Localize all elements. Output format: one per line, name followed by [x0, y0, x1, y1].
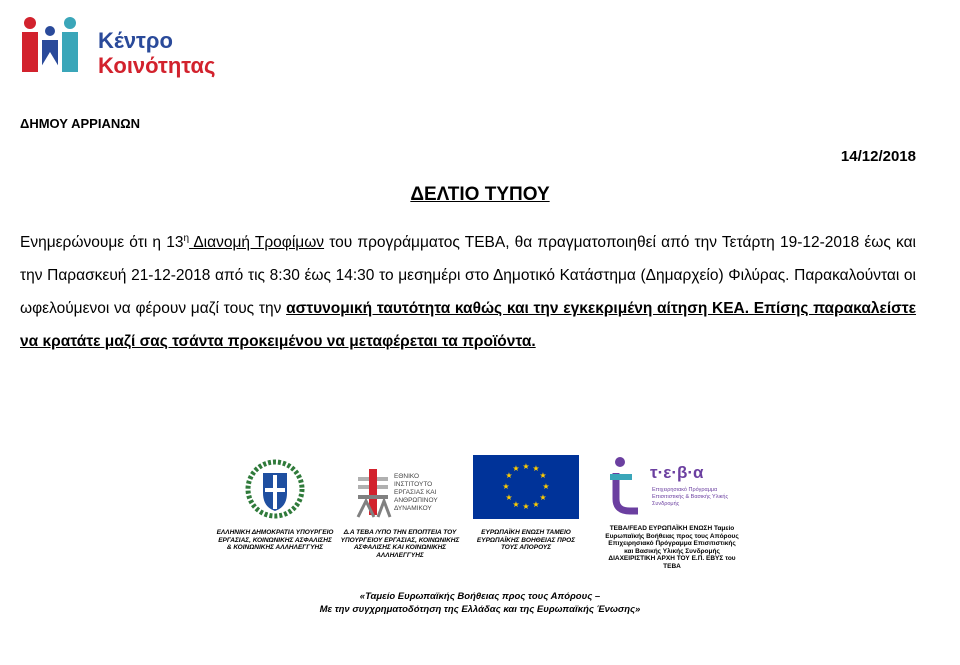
logo-line-2: Κοινότητας: [98, 53, 216, 78]
footer-quote-line-2: Με την συγχρηματοδότηση της Ελλάδας και της Ευρωπαϊκής Ένωσης»: [319, 604, 641, 615]
food-distribution-phrase: Διανομή Τροφίμων: [189, 234, 325, 252]
press-release-body: [20, 222, 916, 358]
svg-text:★: ★: [522, 502, 530, 511]
eiead-logo: [352, 455, 452, 523]
teba-t-icon: [608, 455, 648, 517]
logo-text: [98, 28, 215, 78]
press-release-title: ΔΕΛΤΙΟ ΤΥΠΟΥ: [410, 184, 550, 205]
svg-text:★: ★: [505, 471, 513, 480]
document-date: 14/12/2018: [840, 148, 916, 165]
footer-quote: [0, 590, 960, 616]
teba-caption: ΤΕΒΑ/FEAD ΕΥΡΩΠΑΪΚΗ ΕΝΩΣΗ Ταμείο Ευρωπαϊκής Βοήθειας προς τους Απόρους Επιχειρησιακό Πρόγραμμα Επισιτιστικής και Βασικής Υλικής Συνδρομής ΔΙΑΧΕΙΡΙΣΤΙΚΗ ΑΡΧΗ ΤΟΥ Ε.Π. ΕΒΥΣ του ΤΕΒΑ: [605, 525, 739, 570]
kentro-koinotitas-logo: [20, 14, 235, 78]
logo-line-1: Κέντρο: [98, 28, 173, 53]
svg-text:★: ★: [512, 464, 520, 473]
svg-text:★: ★: [532, 464, 540, 473]
eu-flag-icon: [473, 455, 579, 519]
greek-republic-logo: [230, 455, 320, 523]
svg-text:★: ★: [512, 500, 520, 509]
svg-text:★: ★: [539, 471, 547, 480]
body-part-2: του προγράμματος ΤΕΒΑ, θα πραγματοποιηθεί από την Τετάρτη 19-12-2018 έως και την Παρασκευή 21-12-2018 από τις 8:30 έως 14:30 το μεσημέρι στο Δημοτικό Κατάστημα (Δημαρχείο) Φιλύρας. Παρακαλούνται οι ωφελούμενοι να φέρουν μαζί τους την: [20, 234, 916, 318]
svg-text:★: ★: [502, 482, 510, 491]
body-part-1: Ενημερώνουμε ότι η 13: [20, 234, 184, 252]
family-icon: [20, 14, 80, 78]
svg-text:★: ★: [522, 462, 530, 471]
body-bold-notice: αστυνομική ταυτότητα καθώς και την εγκεκριμένη αίτηση ΚΕΑ. Επίσης παρακαλείστε να κρατάτε μαζί σας τσάντα προκειμένου να μεταφέρεται τα προϊόντα.: [20, 300, 917, 351]
footer-logos: [180, 455, 740, 590]
footer-quote-line-1: «Ταμείο Ευρωπαϊκής Βοήθειας προς τους Απόρους –: [359, 591, 601, 602]
eu-caption: ΕΥΡΩΠΑΪΚΗ ΕΝΩΣΗ ΤΑΜΕΙΟ ΕΥΡΩΠΑΪΚΗΣ ΒΟΗΘΕΙΑΣ ΠΡΟΣ ΤΟΥΣ ΑΠΟΡΟΥΣ: [476, 529, 576, 551]
greek-republic-caption: ΕΛΛΗΝΙΚΗ ΔΗΜΟΚΡΑΤΙΑ ΥΠΟΥΡΓΕΙΟ ΕΡΓΑΣΙΑΣ, ΚΟΙΝΩΝΙΚΗΣ ΑΣΦΑΛΙΣΗΣ & ΚΟΙΝΩΝΙΚΗΣ ΑΛΛΗΛΕΓΓΥΗΣ: [216, 529, 334, 551]
eiead-text: ΕΘΝΙΚΟ ΙΝΣΤΙΤΟΥΤΟ ΕΡΓΑΣΙΑΣ ΚΑΙ ΑΝΘΡΩΠΙΝΟΥ ΔΥΝΑΜΙΚΟΥ: [394, 473, 438, 512]
municipality-name: ΔΗΜΟΥ ΑΡΡΙΑΝΩΝ: [20, 116, 141, 131]
svg-text:★: ★: [505, 493, 513, 502]
svg-text:★: ★: [539, 493, 547, 502]
teba-logo: [608, 455, 738, 523]
eiead-caption: Δ.Α ΤΕΒΑ /ΥΠΟ ΤΗΝ ΕΠΟΠΤΕΙΑ ΤΟΥ ΥΠΟΥΡΓΕΙΟΥ ΕΡΓΑΣΙΑΣ, ΚΟΙΝΩΝΙΚΗΣ ΑΣΦΑΛΙΣΗΣ ΚΑΙ ΚΟΙΝΩΝΙΚΗΣ ΑΛΛΗΛΕΓΓΥΗΣ: [340, 529, 460, 559]
eu-flag-logo: [473, 455, 579, 519]
teba-wordmark: τ·ε·β·α: [650, 463, 704, 482]
svg-text:★: ★: [542, 482, 550, 491]
greek-emblem-icon: [230, 455, 320, 523]
teba-description: Επιχειρησιακό Πρόγραμμα Επισιτιστικής & Βασικής Υλικής Συνδρομής: [652, 487, 729, 507]
ordinal-superscript: η: [183, 233, 190, 244]
svg-text:★: ★: [532, 500, 540, 509]
